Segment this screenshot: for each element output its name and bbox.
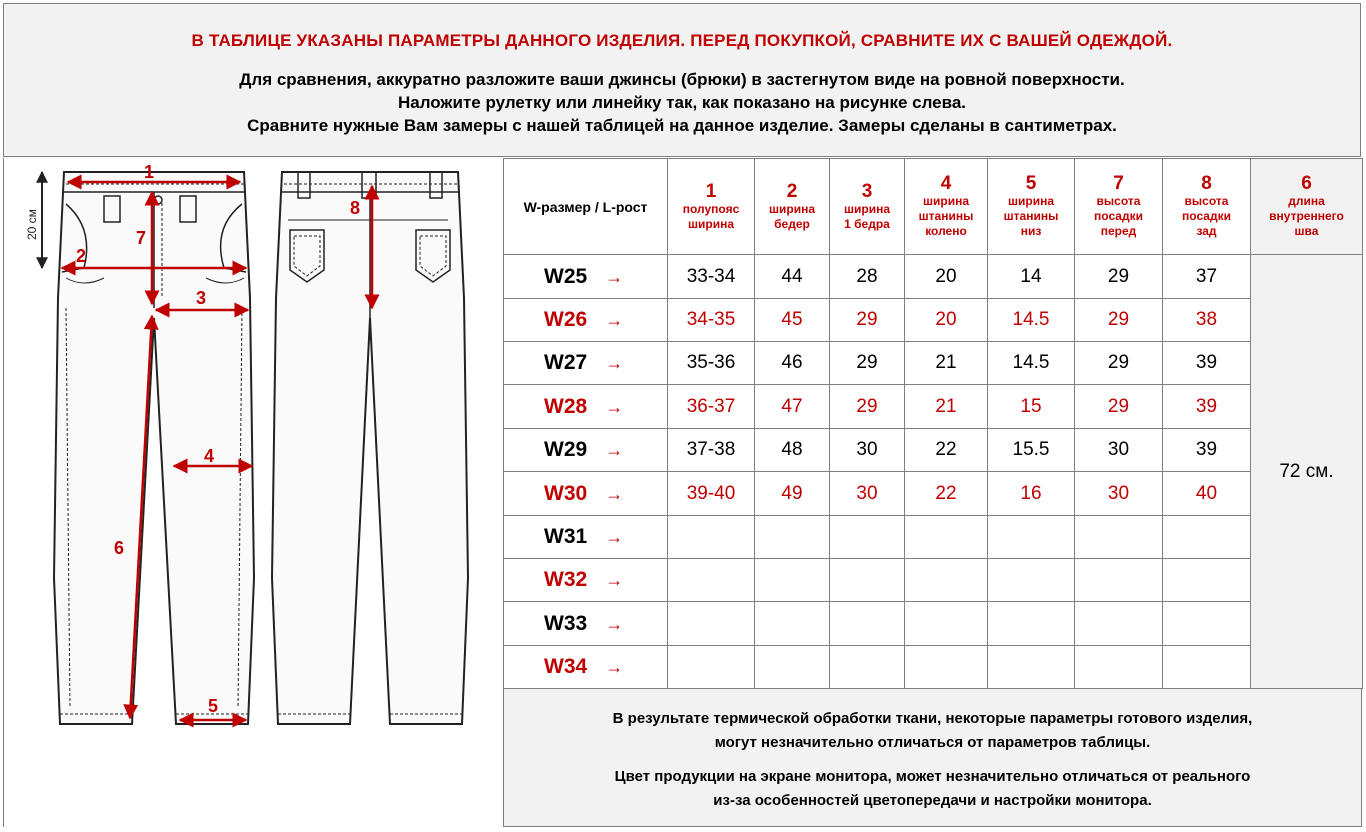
size-label: W27 [544,351,588,374]
value-cell [830,602,905,646]
size-cell [504,299,668,342]
size-label: W32 [544,568,588,591]
table-row [504,255,1363,299]
arrow-right-icon: → [605,310,624,330]
value-cell: 29 [830,342,905,385]
arrow-right-icon: → [605,483,624,504]
value-cell: 22 [905,472,988,516]
size-label: W26 [544,308,588,331]
value-cell [988,602,1075,646]
column-header: 1 полупояс ширина [668,159,755,255]
table-row [504,385,1363,429]
diagram-label-6: 6 [114,538,125,558]
value-cell: 29 [1075,385,1163,429]
value-cell [755,559,830,602]
value-cell: 30 [1075,472,1163,516]
value-cell [988,516,1075,559]
value-cell [755,646,830,689]
diagram-label-3: 3 [196,288,207,308]
value-cell: 33-34 [668,255,755,299]
value-cell: 37 [1163,255,1251,299]
column-header: 5 ширина штанины низ [988,159,1075,255]
size-cell [504,255,668,299]
value-cell [1163,602,1251,646]
value-cell: 30 [1075,429,1163,472]
table-row [504,516,1363,559]
table-corner-label: W-размер / L-рост [504,159,668,255]
diagram-label-5: 5 [208,696,219,716]
value-cell [1163,646,1251,689]
size-label: W29 [544,438,588,461]
value-cell [1075,559,1163,602]
value-cell [988,646,1075,689]
value-cell: 35-36 [668,342,755,385]
value-cell [905,646,988,689]
value-cell [668,646,755,689]
arrow-right-icon: → [605,440,624,460]
column-header: 2 ширина бедер [755,159,830,255]
size-cell [504,602,668,646]
value-cell [830,646,905,689]
value-cell [830,559,905,602]
column-header: 7 высота посадки перед [1075,159,1163,255]
size-label: W28 [544,394,588,418]
size-cell [504,559,668,602]
value-cell: 20 [905,299,988,342]
jeans-measurement-diagram [3,158,504,827]
value-cell: 36-37 [668,385,755,429]
value-cell: 48 [755,429,830,472]
column-header: 4 ширина штанины колено [905,159,988,255]
value-cell [755,602,830,646]
diagram-side-label: 20 см [25,209,39,240]
value-cell [668,602,755,646]
arrow-right-icon: → [605,613,624,634]
value-cell: 28 [830,255,905,299]
value-cell: 39 [1163,342,1251,385]
size-cell [504,429,668,472]
value-cell: 21 [905,385,988,429]
instructions-text [4,68,1360,137]
size-label: W31 [544,525,588,548]
arrow-right-icon: → [605,266,624,287]
diagram-label-2: 2 [76,246,87,266]
value-cell [668,559,755,602]
diagram-label-8: 8 [350,198,361,218]
table-row [504,472,1363,516]
value-cell [755,516,830,559]
table-row [504,602,1363,646]
size-label: W30 [544,481,588,505]
value-cell [905,516,988,559]
value-cell: 15.5 [988,429,1075,472]
size-cell [504,385,668,429]
column-header: 8 высота посадки зад [1163,159,1251,255]
value-cell [988,559,1075,602]
value-cell: 14.5 [988,342,1075,385]
disclaimer-footer [503,688,1362,827]
value-cell: 29 [1075,299,1163,342]
size-cell [504,516,668,559]
disclaimer-line-1: В результате термической обработки ткани, некоторые параметры готового изделия, [612,710,1253,727]
value-cell: 14.5 [988,299,1075,342]
value-cell [1075,646,1163,689]
value-cell: 15 [988,385,1075,429]
size-cell [504,646,668,689]
back-view [272,172,468,724]
value-cell [668,516,755,559]
disclaimer-line-4: из-за особенностей цветопередачи и настройки монитора. [713,792,1152,809]
table-header-row [504,159,1363,255]
value-cell: 40 [1163,472,1251,516]
value-cell [1075,602,1163,646]
arrow-right-icon: → [605,570,624,590]
size-label: W34 [544,655,588,678]
size-cell [504,472,668,516]
column-header: 3 ширина 1 бедра [830,159,905,255]
arrow-right-icon: → [605,657,624,677]
size-label: W33 [544,611,588,635]
value-cell [1075,516,1163,559]
disclaimer-line-2: могут незначительно отличаться от параметров таблицы. [714,734,1151,751]
size-cell [504,342,668,385]
value-cell: 39 [1163,385,1251,429]
value-cell: 20 [905,255,988,299]
warning-text: В ТАБЛИЦЕ УКАЗАНЫ ПАРАМЕТРЫ ДАННОГО ИЗДЕЛИЯ. ПЕРЕД ПОКУПКОЙ, СРАВНИТЕ ИХ С ВАШЕЙ ОДЕЖДОЙ. [191,31,1173,50]
size-table [503,158,1363,689]
value-cell: 34-35 [668,299,755,342]
value-cell: 29 [1075,342,1163,385]
instructions-header [3,3,1361,157]
value-cell: 38 [1163,299,1251,342]
table-row [504,559,1363,602]
value-cell: 16 [988,472,1075,516]
jeans-illustration [4,158,504,827]
instruction-line-1: Для сравнения, аккуратно разложите ваши джинсы (брюки) в застегнутом виде на ровной поверхности. [239,70,1125,89]
value-cell: 46 [755,342,830,385]
value-cell: 21 [905,342,988,385]
value-cell [1163,559,1251,602]
value-cell [905,602,988,646]
value-cell: 39-40 [668,472,755,516]
value-cell: 14 [988,255,1075,299]
diagram-label-4: 4 [204,446,215,466]
column-header: 6 длина внутреннего шва [1251,159,1363,255]
arrow-right-icon: → [605,353,624,373]
table-row [504,299,1363,342]
value-cell: 37-38 [668,429,755,472]
arrow-right-icon: → [605,527,624,547]
table-row [504,646,1363,689]
disclaimer-line-3: Цвет продукции на экране монитора, может незначительно отличаться от реального [614,768,1251,785]
value-cell: 39 [1163,429,1251,472]
value-cell [830,516,905,559]
value-cell: 22 [905,429,988,472]
value-cell: 29 [830,385,905,429]
table-row [504,429,1363,472]
inseam-cell: 72 см. [1251,255,1363,689]
value-cell [1163,516,1251,559]
value-cell: 44 [755,255,830,299]
table-row [504,342,1363,385]
size-label: W25 [544,264,588,288]
instruction-line-2: Наложите рулетку или линейку так, как показано на рисунке слева. [397,93,967,112]
value-cell: 45 [755,299,830,342]
value-cell: 30 [830,472,905,516]
value-cell: 30 [830,429,905,472]
arrow-right-icon: → [605,396,624,417]
value-cell: 29 [830,299,905,342]
diagram-label-1: 1 [144,162,155,182]
diagram-label-7: 7 [136,228,147,248]
instruction-line-3: Сравните нужные Вам замеры с нашей таблицей на данное изделие. Замеры сделаны в сантиметрах. [247,116,1117,135]
value-cell: 49 [755,472,830,516]
value-cell: 29 [1075,255,1163,299]
value-cell [905,559,988,602]
value-cell: 47 [755,385,830,429]
